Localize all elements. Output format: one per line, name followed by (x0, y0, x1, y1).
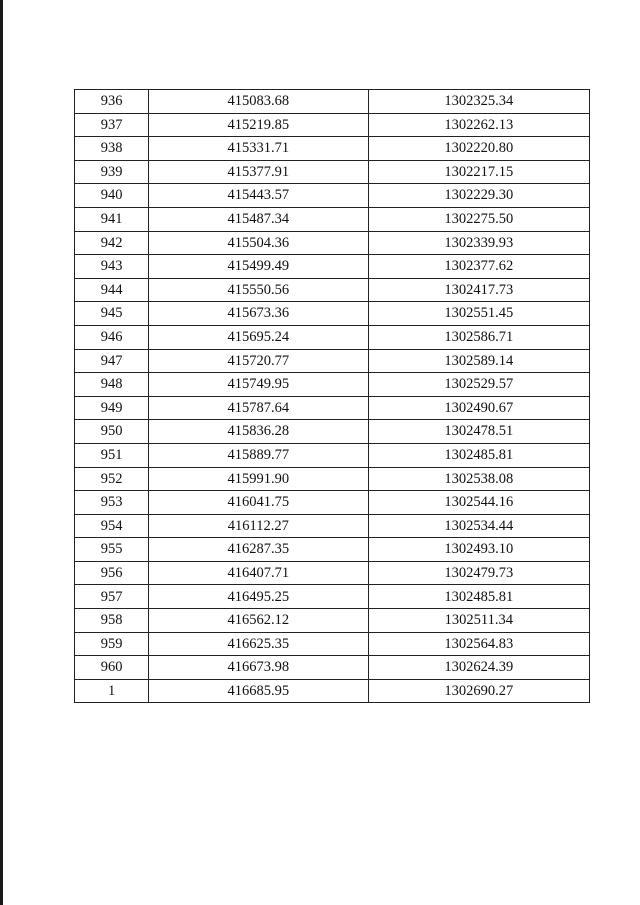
y-coordinate-cell: 1302586.71 (368, 325, 589, 349)
point-number-cell: 953 (75, 491, 149, 515)
x-coordinate-cell: 416673.98 (149, 656, 368, 680)
point-number-cell: 937 (75, 113, 149, 137)
point-number-cell: 947 (75, 349, 149, 373)
point-number-cell: 948 (75, 373, 149, 397)
point-number-cell: 939 (75, 160, 149, 184)
point-number-cell: 954 (75, 514, 149, 538)
y-coordinate-cell: 1302377.62 (368, 255, 589, 279)
x-coordinate-cell: 416112.27 (149, 514, 368, 538)
x-coordinate-cell: 416287.35 (149, 538, 368, 562)
table-row (75, 609, 590, 633)
x-coordinate-cell: 415443.57 (149, 184, 368, 208)
y-coordinate-cell: 1302538.08 (368, 467, 589, 491)
point-number-cell: 952 (75, 467, 149, 491)
x-coordinate-cell: 416685.95 (149, 679, 368, 703)
point-number-cell: 959 (75, 632, 149, 656)
y-coordinate-cell: 1302479.73 (368, 561, 589, 585)
table-row (75, 231, 590, 255)
x-coordinate-cell: 415504.36 (149, 231, 368, 255)
x-coordinate-cell: 415083.68 (149, 90, 368, 114)
table-row (75, 373, 590, 397)
point-number-cell: 941 (75, 207, 149, 231)
y-coordinate-cell: 1302534.44 (368, 514, 589, 538)
point-number-cell: 945 (75, 302, 149, 326)
y-coordinate-cell: 1302564.83 (368, 632, 589, 656)
point-number-cell: 949 (75, 396, 149, 420)
y-coordinate-cell: 1302262.13 (368, 113, 589, 137)
point-number-cell: 943 (75, 255, 149, 279)
point-number-cell: 956 (75, 561, 149, 585)
point-number-cell: 942 (75, 231, 149, 255)
x-coordinate-cell: 415377.91 (149, 160, 368, 184)
y-coordinate-cell: 1302220.80 (368, 137, 589, 161)
x-coordinate-cell: 415787.64 (149, 396, 368, 420)
table-row (75, 585, 590, 609)
table-row (75, 278, 590, 302)
table-row (75, 632, 590, 656)
x-coordinate-cell: 415720.77 (149, 349, 368, 373)
y-coordinate-cell: 1302544.16 (368, 491, 589, 515)
table-row (75, 514, 590, 538)
table-row (75, 538, 590, 562)
table-row (75, 325, 590, 349)
x-coordinate-cell: 415991.90 (149, 467, 368, 491)
table-row (75, 113, 590, 137)
table-row (75, 349, 590, 373)
coordinate-table (74, 89, 590, 703)
table-row (75, 302, 590, 326)
y-coordinate-cell: 1302690.27 (368, 679, 589, 703)
y-coordinate-cell: 1302551.45 (368, 302, 589, 326)
table-row (75, 207, 590, 231)
y-coordinate-cell: 1302217.15 (368, 160, 589, 184)
point-number-cell: 938 (75, 137, 149, 161)
y-coordinate-cell: 1302417.73 (368, 278, 589, 302)
table-row (75, 656, 590, 680)
coordinate-table-body (75, 90, 590, 703)
y-coordinate-cell: 1302485.81 (368, 585, 589, 609)
point-number-cell: 936 (75, 90, 149, 114)
table-row (75, 561, 590, 585)
y-coordinate-cell: 1302325.34 (368, 90, 589, 114)
point-number-cell: 958 (75, 609, 149, 633)
y-coordinate-cell: 1302529.57 (368, 373, 589, 397)
y-coordinate-cell: 1302339.93 (368, 231, 589, 255)
x-coordinate-cell: 415836.28 (149, 420, 368, 444)
table-row (75, 679, 590, 703)
y-coordinate-cell: 1302485.81 (368, 443, 589, 467)
x-coordinate-cell: 415331.71 (149, 137, 368, 161)
point-number-cell: 940 (75, 184, 149, 208)
table-row (75, 255, 590, 279)
y-coordinate-cell: 1302493.10 (368, 538, 589, 562)
table-row (75, 90, 590, 114)
y-coordinate-cell: 1302275.50 (368, 207, 589, 231)
y-coordinate-cell: 1302478.51 (368, 420, 589, 444)
y-coordinate-cell: 1302229.30 (368, 184, 589, 208)
point-number-cell: 946 (75, 325, 149, 349)
point-number-cell: 1 (75, 679, 149, 703)
point-number-cell: 955 (75, 538, 149, 562)
x-coordinate-cell: 416041.75 (149, 491, 368, 515)
table-row (75, 137, 590, 161)
scan-edge-bar (0, 0, 3, 905)
point-number-cell: 950 (75, 420, 149, 444)
table-row (75, 491, 590, 515)
x-coordinate-cell: 415487.34 (149, 207, 368, 231)
table-row (75, 467, 590, 491)
point-number-cell: 944 (75, 278, 149, 302)
y-coordinate-cell: 1302624.39 (368, 656, 589, 680)
x-coordinate-cell: 415889.77 (149, 443, 368, 467)
table-row (75, 396, 590, 420)
x-coordinate-cell: 415695.24 (149, 325, 368, 349)
y-coordinate-cell: 1302490.67 (368, 396, 589, 420)
x-coordinate-cell: 416625.35 (149, 632, 368, 656)
x-coordinate-cell: 415673.36 (149, 302, 368, 326)
x-coordinate-cell: 415550.56 (149, 278, 368, 302)
point-number-cell: 951 (75, 443, 149, 467)
x-coordinate-cell: 416562.12 (149, 609, 368, 633)
x-coordinate-cell: 415219.85 (149, 113, 368, 137)
y-coordinate-cell: 1302589.14 (368, 349, 589, 373)
x-coordinate-cell: 416407.71 (149, 561, 368, 585)
point-number-cell: 960 (75, 656, 149, 680)
x-coordinate-cell: 415499.49 (149, 255, 368, 279)
table-row (75, 443, 590, 467)
table-row (75, 184, 590, 208)
x-coordinate-cell: 415749.95 (149, 373, 368, 397)
point-number-cell: 957 (75, 585, 149, 609)
table-row (75, 160, 590, 184)
table-row (75, 420, 590, 444)
x-coordinate-cell: 416495.25 (149, 585, 368, 609)
y-coordinate-cell: 1302511.34 (368, 609, 589, 633)
